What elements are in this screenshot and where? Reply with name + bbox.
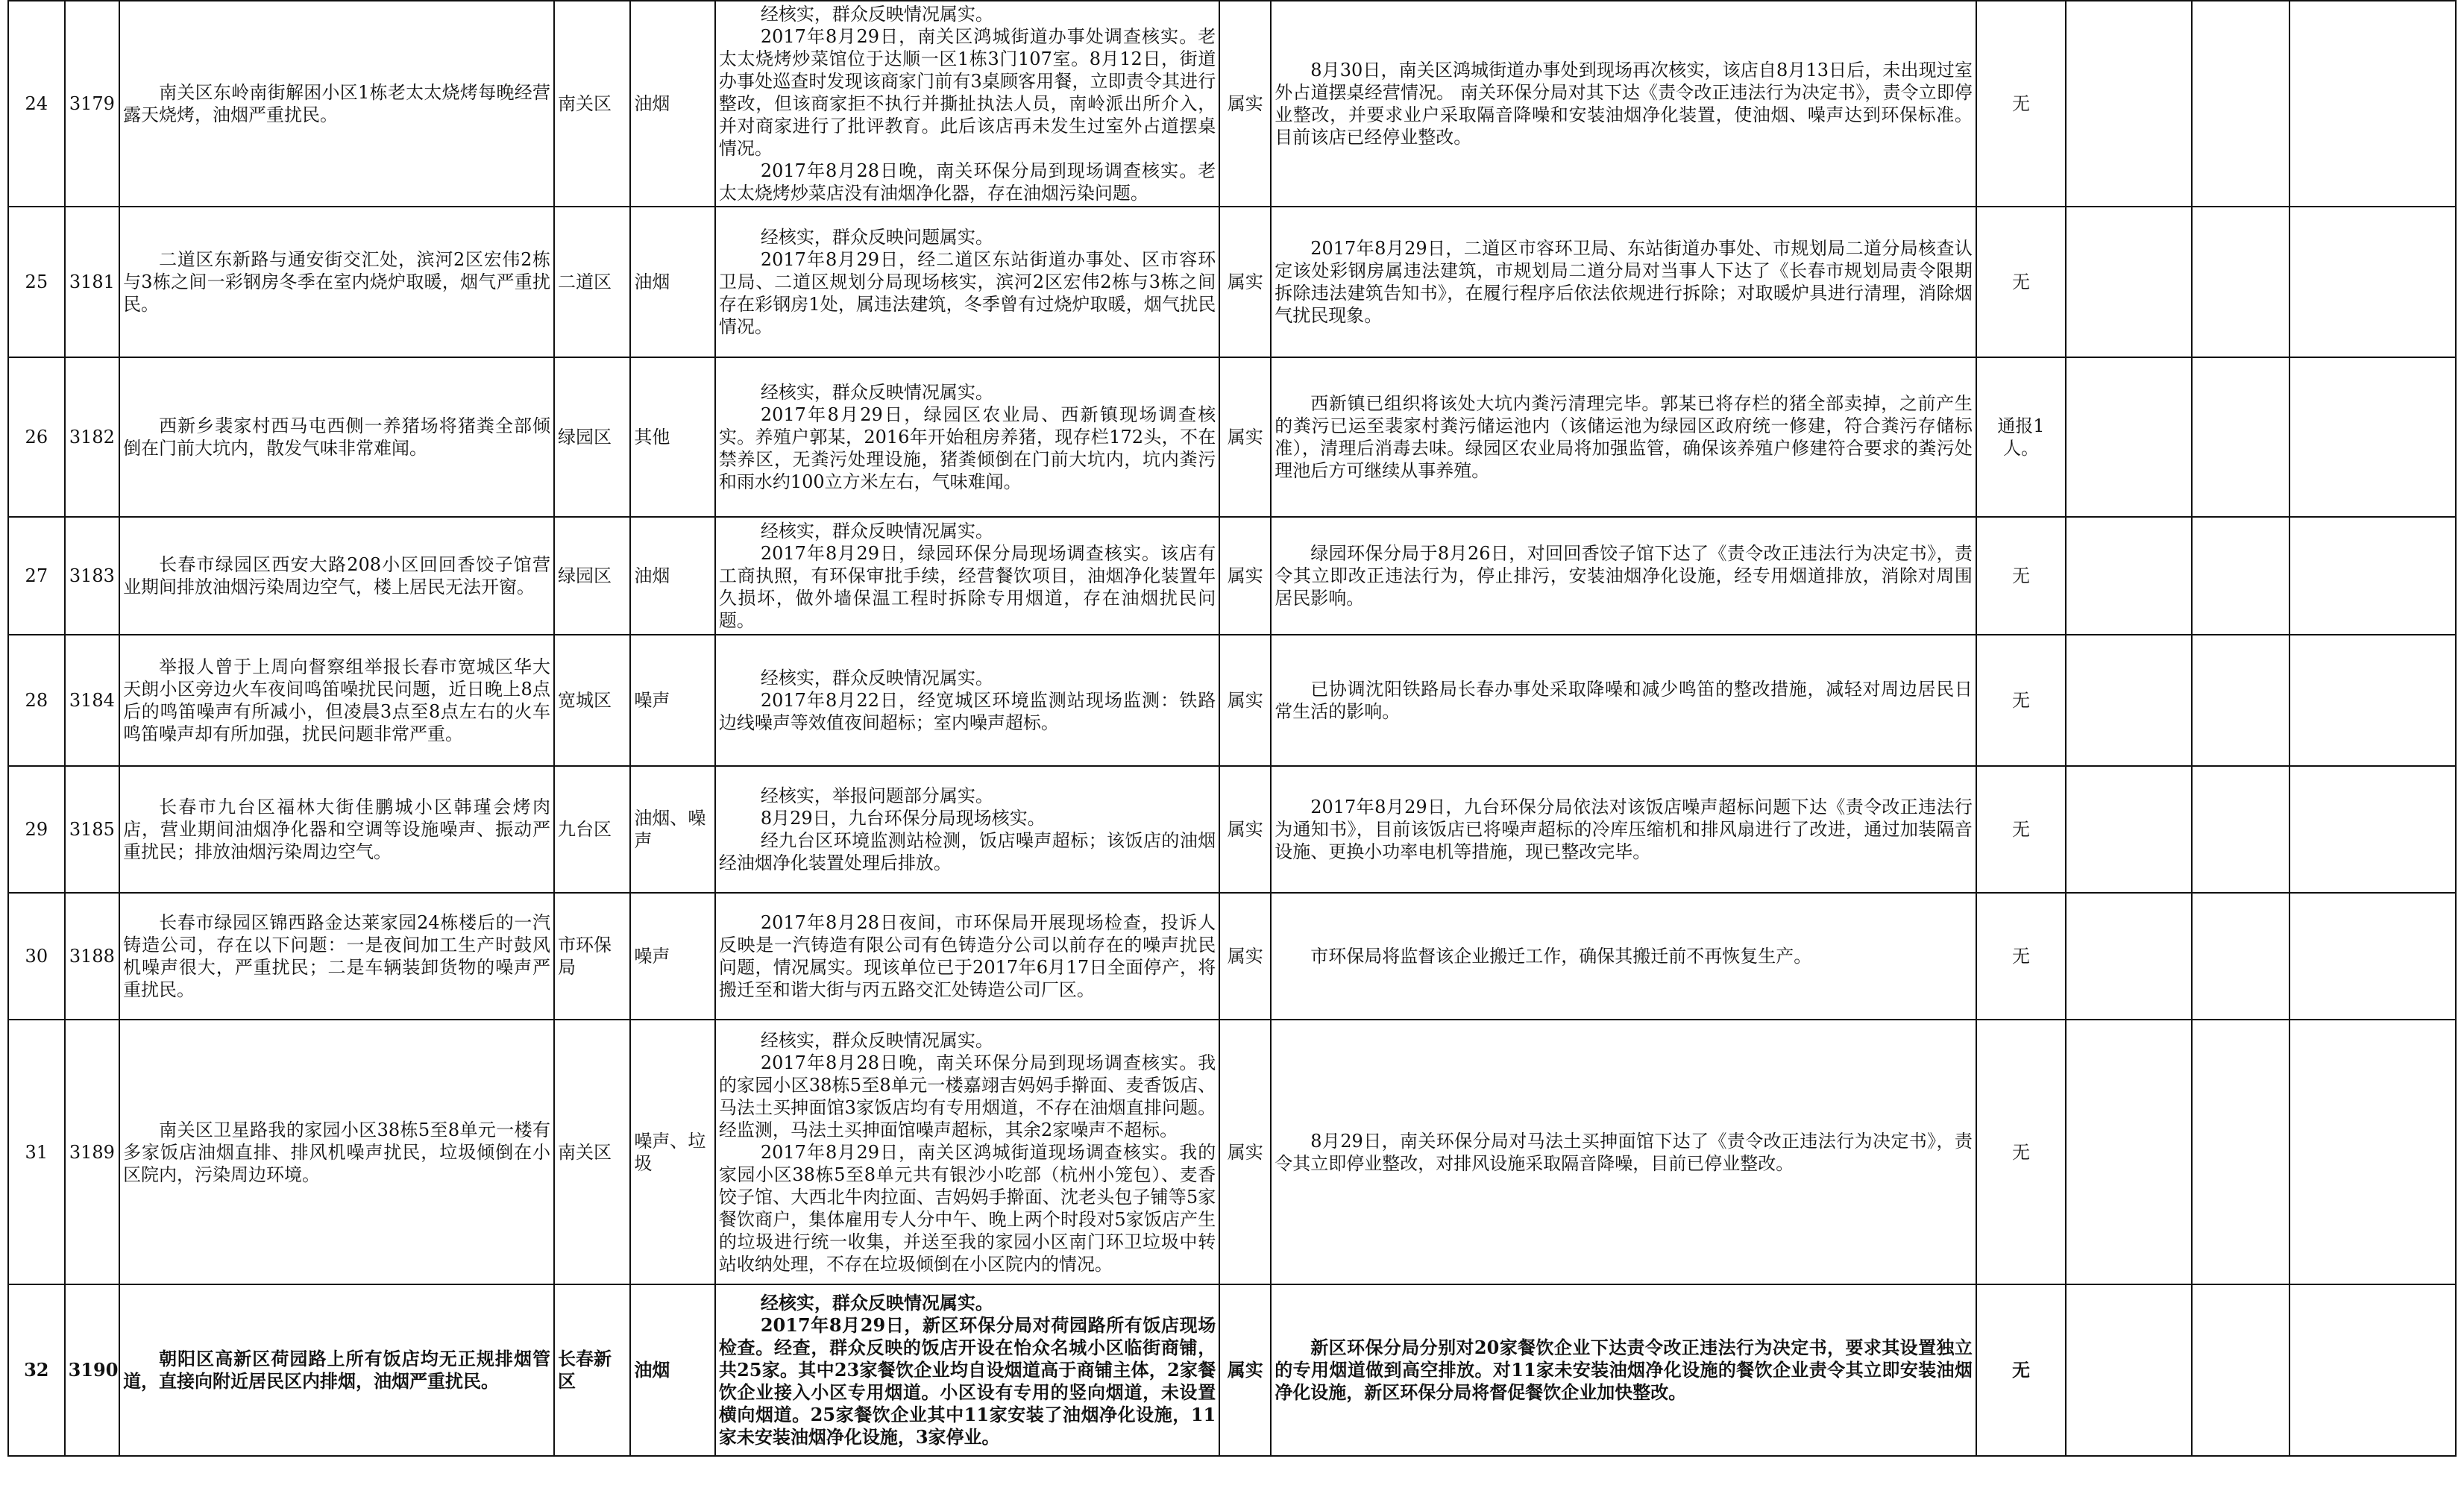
extra-empty [2192,1,2289,207]
finding-paragraph: 经核实，群众反映情况属实。 [760,382,993,403]
verdict: 属实 [1219,517,1271,635]
finding-paragraph: 经核实，群众反映情况属实。 [760,4,993,25]
investigation-findings [715,357,1219,517]
extra-empty [2289,1,2456,207]
rectification-result-text: 2017年8月29日，二道区市容环卫局、东站街道办事处、市规划局二道分局核查认定该处彩钢房属违法建筑，市规划局二道分局对当事人下达了《长春市规划局责令限期拆除违法建筑告知书》，在履行程序后依法依规进行拆除；对取暖炉具进行清理，消除烟气扰民现象。 [1275,238,1973,326]
extra-empty [2289,766,2456,893]
complaint-table [7,0,2457,1457]
row-number: 25 [8,207,65,357]
finding-paragraph: 经核实，群众反映情况属实。 [760,1029,993,1051]
complaint-description [119,357,554,517]
remarks-empty [2066,207,2192,357]
accountability: 无 [1976,766,2066,893]
row-number: 27 [8,517,65,635]
extra-empty [2289,1020,2456,1284]
pollution-category: 噪声 [630,893,714,1020]
complaint-description-text: 长春市九台区福林大街佳鹏城小区韩瑾会烤肉店，营业期间油烟净化器和空调等设施噪声、振动严重扰民；排放油烟污染周边空气。 [123,797,551,862]
table-row [8,1,2456,207]
finding-paragraph: 2017年8月29日，绿园区农业局、西新镇现场调查核实。养殖户郭某，2016年开始租房养猪，现存栏172头，不在禁养区，无粪污处理设施，猪粪倾倒在门前大坑内，坑内粪污和雨水约100立方米左右，气味难闻。 [718,404,1216,492]
case-id: 3181 [65,207,119,357]
accountability: 无 [1976,635,2066,766]
row-number: 32 [8,1284,65,1456]
extra-empty [2192,207,2289,357]
complaint-description-text: 朝阳区高新区荷园路上所有饭店均无正规排烟管道，直接向附近居民区内排烟，油烟严重扰民。 [123,1348,551,1392]
remarks-empty [2066,1284,2192,1456]
extra-empty [2289,635,2456,766]
pollution-category: 油烟 [630,1284,714,1456]
case-id: 3183 [65,517,119,635]
finding-paragraph: 2017年8月28日晚，南关环保分局到现场调查核实。老太太烧烤炒菜店没有油烟净化器，存在油烟污染问题。 [718,160,1216,204]
complaint-description [119,893,554,1020]
complaint-description-text: 西新乡裴家村西马屯西侧一养猪场将猪粪全部倾倒在门前大坑内，散发气味非常难闻。 [123,415,551,459]
pollution-category: 噪声、垃圾 [630,1020,714,1284]
district: 绿园区 [554,357,630,517]
row-number: 30 [8,893,65,1020]
investigation-findings [715,635,1219,766]
finding-paragraph: 2017年8月22日，经宽城区环境监测站现场监测：铁路边线噪声等效值夜间超标；室内噪声超标。 [718,690,1216,733]
finding-paragraph: 2017年8月28日夜间，市环保局开展现场检查，投诉人反映是一汽铸造有限公司有色铸造分公司以前存在的噪声扰民问题，情况属实。现该单位已于2017年6月17日全面停产，将搬迁至和谐大街与丙五路交汇处铸造公司厂区。 [718,912,1216,1000]
row-number: 26 [8,357,65,517]
district: 南关区 [554,1020,630,1284]
table-row [8,357,2456,517]
district: 长春新区 [554,1284,630,1456]
finding-paragraph: 经核实，群众反映情况属实。 [760,521,993,541]
case-id: 3188 [65,893,119,1020]
pollution-category: 其他 [630,357,714,517]
case-id: 3190 [65,1284,119,1456]
remarks-empty [2066,635,2192,766]
pollution-category: 油烟、噪声 [630,766,714,893]
complaint-description [119,207,554,357]
district: 南关区 [554,1,630,207]
complaint-description-text: 举报人曾于上周向督察组举报长春市宽城区华大天朗小区旁边火车夜间鸣笛噪扰民问题，近日晚上8点后的鸣笛噪声有所减小，但凌晨3点至8点左右的火车鸣笛噪声却有所加强，扰民问题非常严重。 [123,656,551,744]
remarks-empty [2066,357,2192,517]
district: 九台区 [554,766,630,893]
verdict: 属实 [1219,207,1271,357]
verdict: 属实 [1219,1020,1271,1284]
extra-empty [2192,1020,2289,1284]
finding-paragraph: 2017年8月29日，南关区鸿城街道现场调查核实。我的家园小区38栋5至8单元共有银沙小吃部（杭州小笼包）、麦香饺子馆、大西北牛肉拉面、吉妈妈手擀面、沈老头包子铺等5家餐饮商户，集体雇用专人分中午、晚上两个时段对5家饭店产生的垃圾进行统一收集，并送至我的家园小区南门环卫垃圾中转站收纳处理，不存在垃圾倾倒在小区院内的情况。 [718,1141,1216,1275]
table-row [8,893,2456,1020]
complaint-description-text: 南关区卫星路我的家园小区38栋5至8单元一楼有多家饭店油烟直排、排风机噪声扰民，垃圾倾倒在小区院内，污染周边环境。 [123,1119,551,1185]
investigation-findings [715,207,1219,357]
extra-empty [2192,893,2289,1020]
investigation-findings [715,1,1219,207]
extra-empty [2192,635,2289,766]
pollution-category: 油烟 [630,207,714,357]
extra-empty [2289,517,2456,635]
finding-paragraph: 8月29日，九台环保分局现场核实。 [760,808,1046,829]
rectification-result-text: 2017年8月29日，九台环保分局依法对该饭店噪声超标问题下达《责令改正违法行为通知书》，目前该饭店已将噪声超标的冷库压缩机和排风扇进行了改进，通过加装隔音设施、更换小功率电机等措施，现已整改完毕。 [1275,797,1973,862]
extra-empty [2192,766,2289,893]
remarks-empty [2066,517,2192,635]
verdict: 属实 [1219,893,1271,1020]
investigation-findings [715,893,1219,1020]
rectification-result-text: 绿园环保分局于8月26日，对回回香饺子馆下达了《责令改正违法行为决定书》，责令其立即改正违法行为，停止排污，安装油烟净化设施，经专用烟道排放，消除对周围居民影响。 [1275,543,1973,609]
complaint-description [119,766,554,893]
table-body [8,1,2456,1456]
row-number: 24 [8,1,65,207]
verdict: 属实 [1219,1284,1271,1456]
case-id: 3189 [65,1020,119,1284]
rectification-result [1271,1020,1976,1284]
finding-paragraph: 2017年8月29日，南关区鸿城街道办事处调查核实。老太太烧烤炒菜馆位于达顺一区1栋3门107室。8月12日，街道办事处巡查时发现该商家门前有3桌顾客用餐，立即责令其进行整改，但该商家拒不执行并撕扯执法人员，南岭派出所介入，并对商家进行了批评教育。此后该店再未发生过室外占道摆桌情况。 [718,26,1216,159]
case-id: 3184 [65,635,119,766]
extra-empty [2289,893,2456,1020]
remarks-empty [2066,893,2192,1020]
complaint-description [119,635,554,766]
remarks-empty [2066,1,2192,207]
verdict: 属实 [1219,1,1271,207]
complaint-description [119,517,554,635]
investigation-findings [715,1284,1219,1456]
complaint-description [119,1,554,207]
accountability: 无 [1976,1284,2066,1456]
extra-empty [2289,357,2456,517]
rectification-result [1271,357,1976,517]
verdict: 属实 [1219,766,1271,893]
remarks-empty [2066,766,2192,893]
finding-paragraph: 2017年8月28日晚，南关环保分局到现场调查核实。我的家园小区38栋5至8单元一楼嘉翊吉妈妈手擀面、麦香饭店、马法土买抻面馆3家饭店均有专用烟道，不存在油烟直排问题。经监测，马法土买抻面馆噪声超标，其余2家噪声不超标。 [718,1052,1216,1140]
complaint-description-text: 长春市绿园区锦西路金达莱家园24栋楼后的一汽铸造公司，存在以下问题：一是夜间加工生产时鼓风机噪声很大，严重扰民；二是车辆装卸货物的噪声严重扰民。 [123,912,551,1000]
pollution-category: 油烟 [630,1,714,207]
accountability: 通报1人。 [1976,357,2066,517]
accountability: 无 [1976,893,2066,1020]
rectification-result [1271,635,1976,766]
extra-empty [2289,1284,2456,1456]
finding-paragraph: 经核实，群众反映问题属实。 [760,227,993,248]
rectification-result-text: 新区环保分局分别对20家餐饮企业下达责令改正违法行为决定书，要求其设置独立的专用烟道做到高空排放。对11家未安装油烟净化设施的餐饮企业责令其立即安装油烟净化设施，新区环保分局将督促餐饮企业加快整改。 [1275,1337,1973,1403]
complaint-description-text: 二道区东新路与通安街交汇处，滨河2区宏伟2栋与3栋之间一彩钢房冬季在室内烧炉取暖，烟气严重扰民。 [123,249,551,315]
investigation-findings [715,517,1219,635]
rectification-result [1271,207,1976,357]
table-row [8,766,2456,893]
district: 绿园区 [554,517,630,635]
verdict: 属实 [1219,635,1271,766]
rectification-result-text: 8月29日，南关环保分局对马法土买抻面馆下达了《责令改正违法行为决定书》，责令其立即停业整改，对排风设施采取隔音降噪，目前已停业整改。 [1275,1130,1973,1174]
rectification-result [1271,1,1976,207]
table-row [8,1020,2456,1284]
row-number: 29 [8,766,65,893]
finding-paragraph: 经核实，举报问题部分属实。 [760,785,993,806]
finding-paragraph: 2017年8月29日，经二道区东站街道办事处、区市容环卫局、二道区规划分局现场核实，滨河2区宏伟2栋与3栋之间存在彩钢房1处，属违法建筑，冬季曾有过烧炉取暖，烟气扰民情况。 [718,249,1216,337]
rectification-result [1271,517,1976,635]
finding-paragraph: 经核实，群众反映情况属实。 [760,1292,993,1313]
district: 宽城区 [554,635,630,766]
finding-paragraph: 2017年8月29日，绿园环保分局现场调查核实。该店有工商执照，有环保审批手续，经营餐饮项目，油烟净化装置年久损坏，做外墙保温工程时拆除专用烟道，存在油烟扰民问题。 [718,543,1216,631]
rectification-result-text: 已协调沈阳铁路局长春办事处采取降噪和减少鸣笛的整改措施，减轻对周边居民日常生活的影响。 [1275,679,1973,722]
table-row [8,207,2456,357]
rectification-result [1271,766,1976,893]
finding-paragraph: 2017年8月29日，新区环保分局对荷园路所有饭店现场检查。经查，群众反映的饭店开设在怡众名城小区临街商铺，共25家。其中23家餐饮企业均自设烟道高于商铺主体，2家餐饮企业接入小区专用烟道。小区设有专用的竖向烟道，未设置横向烟道。25家餐饮企业其中11家安装了油烟净化设施，11家未安装油烟净化设施，3家停业。 [718,1314,1216,1448]
extra-empty [2192,1284,2289,1456]
row-number: 31 [8,1020,65,1284]
table-row [8,1284,2456,1456]
case-id: 3182 [65,357,119,517]
district: 市环保局 [554,893,630,1020]
accountability: 无 [1976,517,2066,635]
extra-empty [2192,357,2289,517]
rectification-result-text: 8月30日，南关区鸿城街道办事处到现场再次核实，该店自8月13日后，未出现过室外占道摆桌经营情况。 南关环保分局对其下达《责令改正违法行为决定书》，责令立即停业整改，并要求业户采取隔音降噪和安装油烟净化装置，使油烟、噪声达到环保标准。目前该店已经停业整改。 [1275,60,1973,148]
verdict: 属实 [1219,357,1271,517]
table-row [8,517,2456,635]
pollution-category: 油烟 [630,517,714,635]
complaint-description-text: 长春市绿园区西安大路208小区回回香饺子馆营业期间排放油烟污染周边空气，楼上居民无法开窗。 [123,554,551,597]
remarks-empty [2066,1020,2192,1284]
investigation-findings [715,766,1219,893]
case-id: 3185 [65,766,119,893]
accountability: 无 [1976,1,2066,207]
finding-paragraph: 经九台区环境监测站检测，饭店噪声超标；该饭店的油烟经油烟净化装置处理后排放。 [718,830,1216,873]
rectification-result [1271,893,1976,1020]
extra-empty [2289,207,2456,357]
rectification-result-text: 西新镇已组织将该处大坑内粪污清理完毕。郭某已将存栏的猪全部卖掉，之前产生的粪污已运至裴家村粪污储运池内（该储运池为绿园区政府统一修建，符合粪污存储标准），清理后消毒去味。绿园区农业局将加强监管，确保该养殖户修建符合要求的粪污处理池后方可继续从事养殖。 [1275,393,1973,481]
extra-empty [2192,517,2289,635]
pollution-category: 噪声 [630,635,714,766]
district: 二道区 [554,207,630,357]
finding-paragraph: 经核实，群众反映情况属实。 [760,668,993,688]
complaint-description [119,1284,554,1456]
rectification-result [1271,1284,1976,1456]
investigation-findings [715,1020,1219,1284]
complaint-description [119,1020,554,1284]
rectification-result-text: 市环保局将监督该企业搬迁工作，确保其搬迁前不再恢复生产。 [1310,946,1812,967]
table-row [8,635,2456,766]
row-number: 28 [8,635,65,766]
complaint-description-text: 南关区东岭南街解困小区1栋老太太烧烤每晚经营露天烧烤，油烟严重扰民。 [123,82,551,125]
accountability: 无 [1976,1020,2066,1284]
accountability: 无 [1976,207,2066,357]
case-id: 3179 [65,1,119,207]
